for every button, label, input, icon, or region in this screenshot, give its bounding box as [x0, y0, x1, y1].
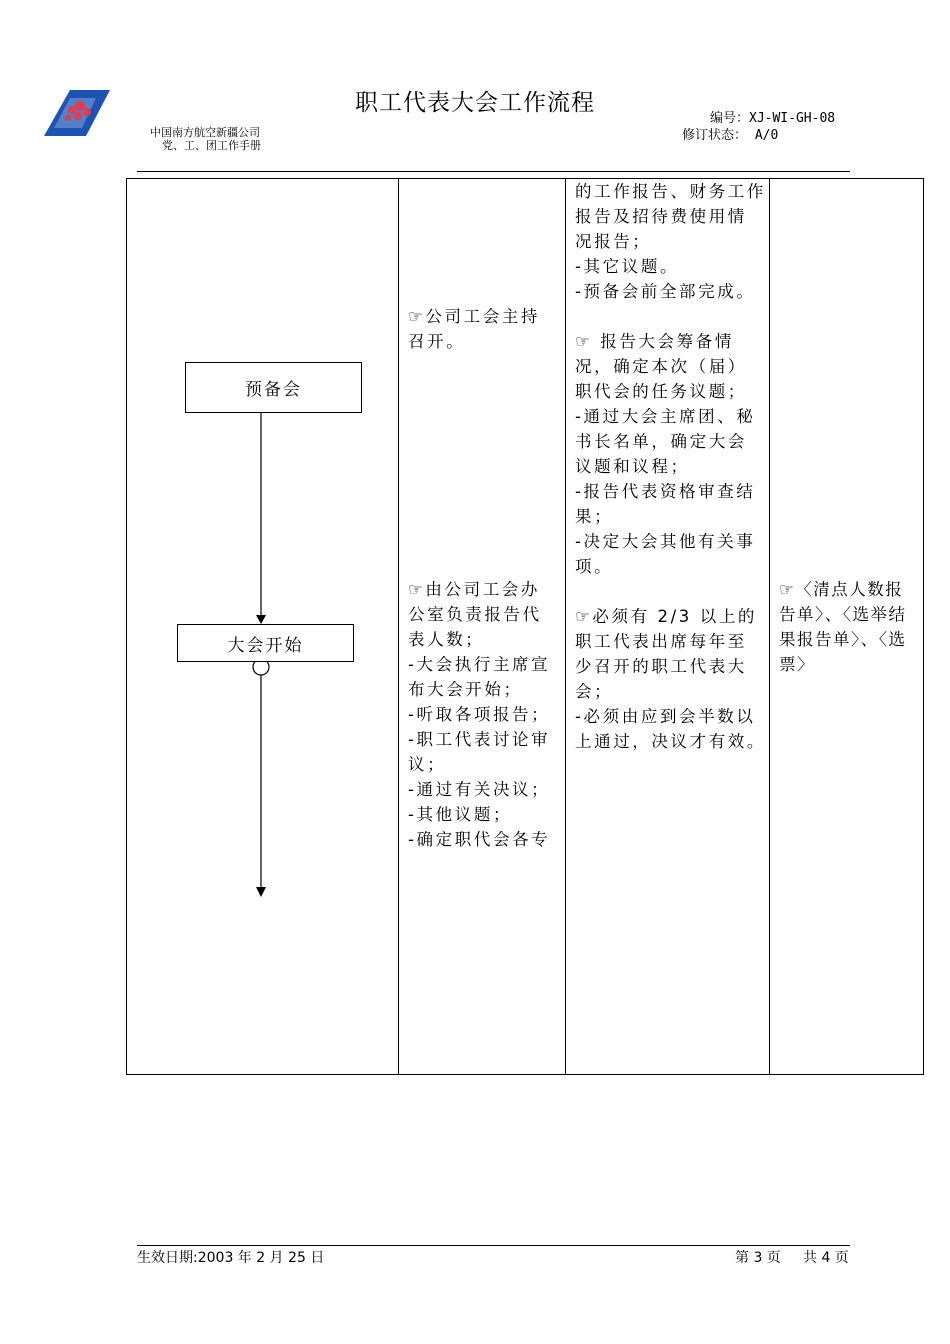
text-line: 票〉	[779, 655, 815, 674]
blank-line	[575, 304, 766, 329]
responsibility-open	[408, 577, 550, 852]
text-line: 议；	[408, 755, 447, 774]
text-line: ☞公司工会主持	[408, 307, 540, 326]
footer-rule	[137, 1245, 850, 1246]
text-line: ☞〈清点人数报	[779, 580, 904, 599]
manual-name: 党、工、团工作手册	[162, 139, 261, 152]
text-line: 布大会开始；	[408, 680, 523, 699]
text-line: 会；	[575, 682, 614, 701]
column-divider	[565, 178, 566, 1075]
text-line: -预备会前全部完成。	[575, 282, 756, 301]
text-line: -报告代表资格审查结	[575, 482, 756, 501]
text-line: 公室负责报告代	[408, 605, 542, 624]
text-line: -决定大会其他有关事	[575, 532, 756, 551]
text-line: 书长名单，确定大会	[575, 432, 747, 451]
blank-line	[575, 579, 766, 604]
revision-status: 修订状态： A/0	[682, 128, 779, 143]
page-total: 共 4 页	[803, 1250, 849, 1266]
text-line: -确定职代会各专	[408, 830, 551, 849]
doc-number: 编号：XJ-WI-GH-08	[710, 111, 836, 126]
responsibility-prep	[408, 304, 540, 354]
effective-date: 生效日期:2003 年 2 月 25 日	[137, 1250, 325, 1266]
text-line: -听取各项报告；	[408, 705, 551, 724]
text-line: -其它议题。	[575, 257, 680, 276]
requirements-text	[575, 179, 766, 754]
text-line: 上通过，决议才有效。	[575, 732, 766, 751]
text-line: -通过大会主席团、秘	[575, 407, 756, 426]
text-line: -职工代表讨论审	[408, 730, 551, 749]
text-line: -大会执行主席宣	[408, 655, 551, 674]
column-divider	[769, 178, 770, 1075]
page-number: 第 3 页	[735, 1250, 781, 1266]
text-line: ☞由公司工会办	[408, 580, 540, 599]
text-line: 报告及招待费使用情	[575, 207, 747, 226]
records-text	[779, 577, 907, 677]
text-line: 职工代表出席每年至	[575, 632, 747, 651]
text-line: 的工作报告、财务工作	[575, 182, 766, 201]
arrow-head	[256, 887, 266, 897]
text-line: 项。	[575, 557, 614, 576]
page-title: 职工代表大会工作流程	[355, 90, 595, 116]
flow-step-prep: 预备会	[185, 362, 362, 413]
text-line: -必须由应到会半数以	[575, 707, 756, 726]
text-line: 况，确定本次（届）	[575, 357, 747, 376]
text-line: 表人数；	[408, 630, 485, 649]
text-line: 议题和议程；	[575, 457, 690, 476]
text-line: 职代会的任务议题；	[575, 382, 747, 401]
arrow-head	[256, 615, 266, 624]
text-line: 召开。	[408, 332, 466, 351]
text-line: 少召开的职工代表大	[575, 657, 747, 676]
text-line: 况报告；	[575, 232, 652, 251]
flow-step-open: 大会开始	[177, 624, 354, 662]
text-line: ☞ 报告大会筹备情	[575, 332, 734, 351]
company-name: 中国南方航空新疆公司	[150, 126, 260, 139]
text-line: ☞必须有 2/3 以上的	[575, 607, 758, 626]
text-line: 果；	[575, 507, 614, 526]
text-line: 告单〉、〈选举结	[779, 605, 907, 624]
column-divider	[398, 178, 399, 1075]
text-line: -其他议题；	[408, 805, 513, 824]
text-line: 果报告单〉、〈选	[779, 630, 907, 649]
text-line: -通过有关决议；	[408, 780, 551, 799]
header-rule	[137, 171, 850, 172]
